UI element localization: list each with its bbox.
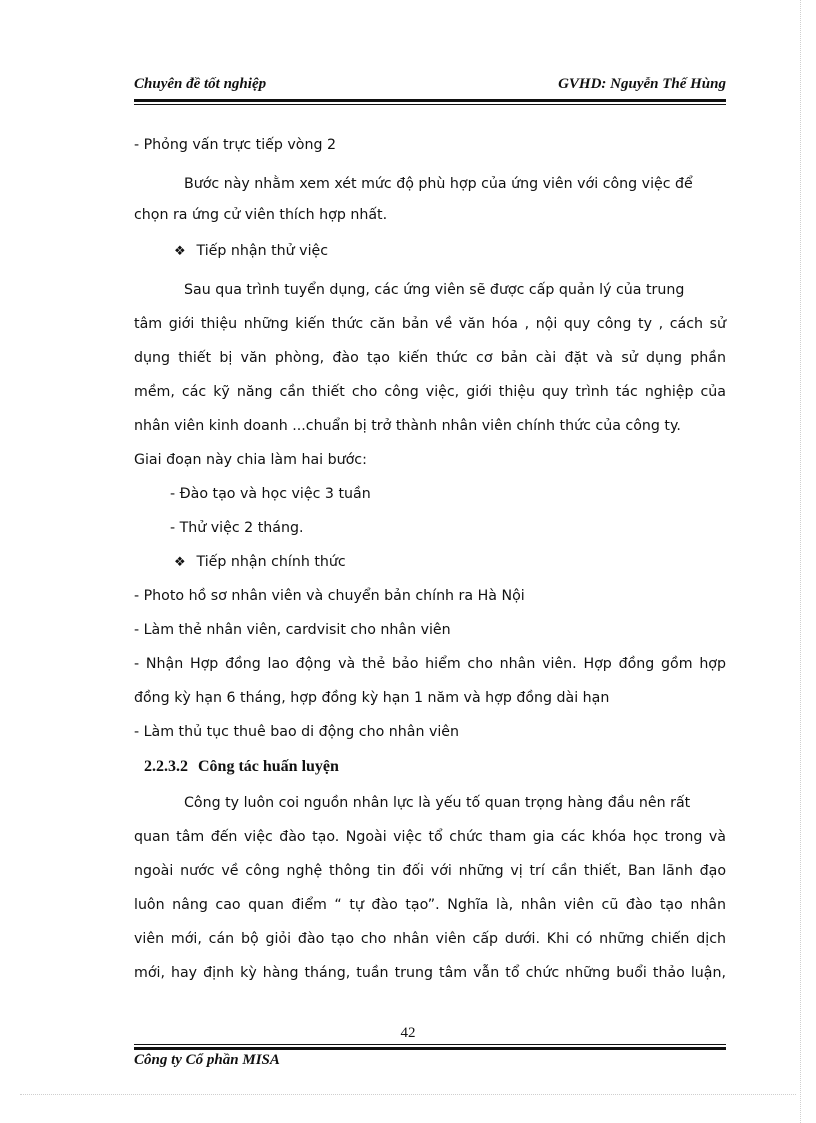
list-item: đồng kỳ hạn 6 tháng, hợp đồng kỳ hạn 1 năm và hợp đồng dài hạn — [134, 690, 610, 706]
paragraph-line: - Phỏng vấn trực tiếp vòng 2 — [134, 137, 337, 153]
list-item: - Làm thủ tục thuê bao di động cho nhân viên — [134, 724, 460, 740]
paragraph-line: luôn nâng cao quan điểm “ tự đào tạo”. Nghĩa là, nhân viên cũ đào tạo nhân — [134, 897, 726, 913]
page-header — [134, 76, 726, 98]
paragraph-line: dụng thiết bị văn phòng, đào tạo kiến thức cơ bản cài đặt và sử dụng phần — [134, 350, 726, 366]
header-advisor: GVHD: Nguyễn Thế Hùng — [558, 76, 726, 92]
page-edge-bottom — [20, 1094, 796, 1095]
paragraph-line: mềm, các kỹ năng cần thiết cho công việc, giới thiệu quy trình tác nghiệp của — [134, 384, 726, 400]
paragraph-line: nhân viên kinh doanh ...chuẩn bị trở thành nhân viên chính thức của công ty. — [134, 418, 681, 434]
bullet-item — [174, 554, 346, 570]
paragraph-line: tâm giới thiệu những kiến thức căn bản về văn hóa , nội quy công ty , cách sử — [134, 316, 726, 332]
paragraph-line: chọn ra ứng cử viên thích hợp nhất. — [134, 207, 388, 223]
bullet-text: Tiếp nhận chính thức — [196, 554, 346, 570]
footer-rule-thick — [134, 1047, 726, 1050]
paragraph-line: viên mới, cán bộ giỏi đào tạo cho nhân viên cấp dưới. Khi có những chiến dịch — [134, 931, 726, 947]
section-number: 2.2.3.2 — [144, 758, 188, 775]
section-heading — [144, 758, 339, 776]
paragraph-line: Bước này nhằm xem xét mức độ phù hợp của ứng viên với công việc để — [184, 176, 693, 192]
footer-rule-thin — [134, 1044, 726, 1045]
paragraph-line: Công ty luôn coi nguồn nhân lực là yếu tố quan trọng hàng đầu nên rất — [184, 795, 691, 811]
list-item: - Đào tạo và học việc 3 tuần — [170, 486, 371, 502]
footer-company: Công ty Cổ phần MISA — [134, 1052, 280, 1068]
page-number: 42 — [400, 1025, 416, 1041]
diamond-bullet-icon: ❖ — [174, 244, 186, 259]
list-item: - Photo hồ sơ nhân viên và chuyển bản chính ra Hà Nội — [134, 588, 525, 604]
bullet-text: Tiếp nhận thử việc — [196, 243, 329, 259]
header-title: Chuyên đề tốt nghiệp — [134, 76, 267, 92]
paragraph-line: ngoài nước về công nghệ thông tin đối với những vị trí cần thiết, Ban lãnh đạo — [134, 863, 726, 879]
header-rule-thick — [134, 99, 726, 102]
list-item: - Thử việc 2 tháng. — [170, 520, 304, 536]
paragraph-line: mới, hay định kỳ hàng tháng, tuần trung tâm vẫn tổ chức những buổi thảo luận, — [134, 965, 726, 981]
diamond-bullet-icon: ❖ — [174, 555, 186, 570]
section-title: Công tác huấn luyện — [198, 758, 339, 775]
paragraph-line: quan tâm đến việc đào tạo. Ngoài việc tổ chức tham gia các khóa học trong và — [134, 829, 726, 845]
header-rule-thin — [134, 104, 726, 105]
list-item: - Nhận Hợp đồng lao động và thẻ bảo hiểm cho nhân viên. Hợp đồng gồm hợp — [134, 656, 726, 672]
paragraph-line: Giai đoạn này chia làm hai bước: — [134, 452, 367, 468]
page-edge-right — [800, 0, 801, 1123]
paragraph-line: Sau qua trình tuyển dụng, các ứng viên sẽ được cấp quản lý của trung — [184, 282, 685, 298]
list-item: - Làm thẻ nhân viên, cardvisit cho nhân viên — [134, 622, 451, 638]
bullet-item — [174, 243, 328, 259]
